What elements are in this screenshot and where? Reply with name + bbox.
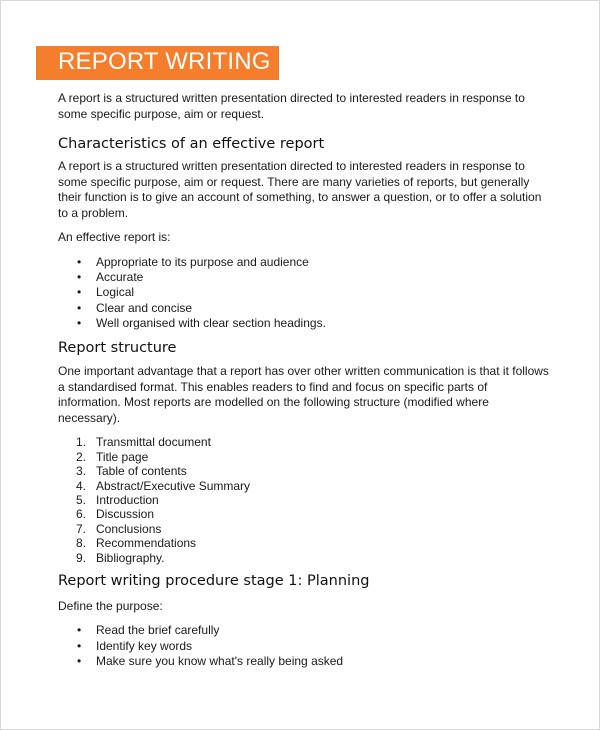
list-item <box>58 623 553 638</box>
planning-list <box>58 623 553 669</box>
list-item <box>58 639 553 654</box>
list-number: 5. <box>76 493 87 508</box>
structure-list <box>58 435 553 565</box>
bullet-icon: • <box>77 285 82 300</box>
heading-procedure-planning: Report writing procedure stage 1: Planning <box>58 572 370 589</box>
list-item <box>58 435 553 449</box>
heading-report-structure: Report structure <box>58 340 177 357</box>
bullet-icon: • <box>77 316 82 331</box>
bullet-icon: • <box>77 638 82 653</box>
bullet-icon: • <box>77 254 82 269</box>
list-item-text: Abstract/Executive Summary <box>96 478 251 493</box>
list-item-text: Identify key words <box>96 638 193 653</box>
list-item-text: Recommendations <box>96 536 197 551</box>
list-number: 2. <box>76 449 87 464</box>
list-item <box>58 450 553 464</box>
list-item <box>58 301 553 316</box>
list-item-text: Appropriate to its purpose and audience <box>96 254 309 269</box>
list-item-text: Table of contents <box>96 464 187 479</box>
bullet-icon: • <box>77 269 82 284</box>
list-item-text: Conclusions <box>96 521 162 536</box>
list-item-text: Discussion <box>96 507 155 522</box>
bullet-icon: • <box>77 654 82 669</box>
document-body <box>58 91 553 670</box>
list-item-text: Clear and concise <box>96 300 193 315</box>
list-item <box>58 255 553 270</box>
list-item-text: Logical <box>96 285 135 300</box>
list-item <box>58 507 553 521</box>
list-number: 3. <box>76 464 87 479</box>
structure-paragraph: One important advantage that a report has over other written communication is that it follows a standardised format. This enables readers to find and focus on specific parts of information. Most reports are modelled on the following structure (modified where necessary). <box>58 364 549 425</box>
heading-characteristics: Characteristics of an effective report <box>58 136 325 152</box>
list-item <box>58 654 553 669</box>
list-item <box>58 270 553 285</box>
list-number: 7. <box>76 521 87 536</box>
list-item-text: Accurate <box>96 269 144 284</box>
list-number: 4. <box>76 478 87 493</box>
list-item-text: Bibliography. <box>96 550 165 565</box>
list-item <box>58 522 553 536</box>
list-item <box>58 536 553 550</box>
list-number: 6. <box>76 507 87 522</box>
effective-report-list <box>58 255 553 332</box>
bullet-icon: • <box>77 623 82 638</box>
list-item-text: Title page <box>96 449 149 464</box>
list-item-text: Read the brief carefully <box>96 623 220 638</box>
list-item <box>58 551 553 565</box>
list-item <box>58 316 553 331</box>
intro-paragraph: A report is a structured written presentation directed to interested readers in response to some specific purpose, aim or request. <box>58 91 525 121</box>
list-number: 8. <box>76 536 87 551</box>
list-item-text: Introduction <box>96 493 159 508</box>
list-item <box>58 479 553 493</box>
list-number: 9. <box>76 550 87 565</box>
list-number: 1. <box>76 435 87 450</box>
effective-report-intro: An effective report is: <box>58 230 171 244</box>
list-item-text: Make sure you know what's really being asked <box>96 654 344 669</box>
list-item-text: Transmittal document <box>96 435 211 450</box>
bullet-icon: • <box>77 300 82 315</box>
list-item <box>58 464 553 478</box>
list-item <box>58 493 553 507</box>
list-item-text: Well organised with clear section headings. <box>96 316 326 331</box>
list-item <box>58 285 553 300</box>
define-purpose-intro: Define the purpose: <box>58 598 163 613</box>
page-title: REPORT WRITING <box>58 48 271 75</box>
characteristics-paragraph: A report is a structured written presentation directed to interested readers in response to some specific purpose, aim or request. There are many varieties of reports, but generally their function is to give an account of something, to answer a question, or to offer a solution to a problem. <box>58 159 542 220</box>
